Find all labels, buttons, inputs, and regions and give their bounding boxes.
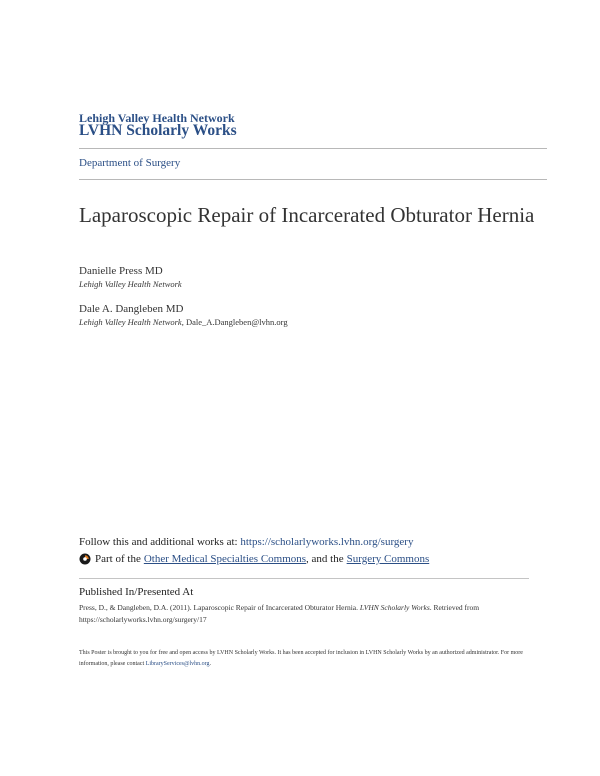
department-divider [79,179,547,180]
citation-url: https://scholarlyworks.lvhn.org/surgery/17 [79,615,207,624]
part-of-middle: , and the [306,553,344,565]
department-link[interactable]: Department of Surgery [79,157,181,169]
published-heading: Published In/Presented At [79,586,194,598]
document-title: Laparoscopic Repair of Incarcerated Obturator Hernia [79,203,535,227]
notice-end: . [209,661,212,667]
citation-text: Press, D., & Dangleben, D.A. (2011). Laparoscopic Repair of Incarcerated Obturator Hernia. [79,603,360,612]
affiliation-text: Lehigh Valley Health Network [79,279,182,289]
creative-commons-icon [79,553,91,565]
affiliation-text: Lehigh Valley Health Network [79,317,182,327]
follow-line [79,536,413,548]
published-divider [79,578,529,579]
collection-link[interactable]: https://scholarlyworks.lvhn.org/surgery [240,536,414,548]
part-of-line [79,553,429,565]
repository-name[interactable]: LVHN Scholarly Works [79,122,237,139]
author-affiliation [79,317,288,327]
access-notice [79,648,534,670]
follow-prefix: Follow this and additional works at: [79,536,241,548]
other-medical-specialties-link[interactable]: Other Medical Specialties Commons [143,553,307,565]
part-of-prefix: Part of the [95,553,141,565]
surgery-commons-link[interactable]: Surgery Commons [346,553,430,565]
notice-text: This Poster is brought to you for free and open access by LVHN Scholarly Works. It has been accepted for inclusion in LVHN Scholarly Works by an authorized administrator. For more information, please contact [79,650,523,667]
citation-end: . Retrieved from [429,603,480,612]
author-name: Danielle Press MD [79,265,163,277]
author-email: , Dale_A.Dangleben@lvhn.org [181,317,288,327]
header-divider [79,148,547,149]
contact-email-link[interactable]: LibraryServices@lvhn.org [145,661,210,667]
citation [79,602,529,626]
author-name: Dale A. Dangleben MD [79,303,184,315]
author-affiliation [79,279,182,289]
organization-name: Lehigh Valley Health Network [79,111,235,125]
citation-journal: LVHN Scholarly Works [359,603,430,612]
